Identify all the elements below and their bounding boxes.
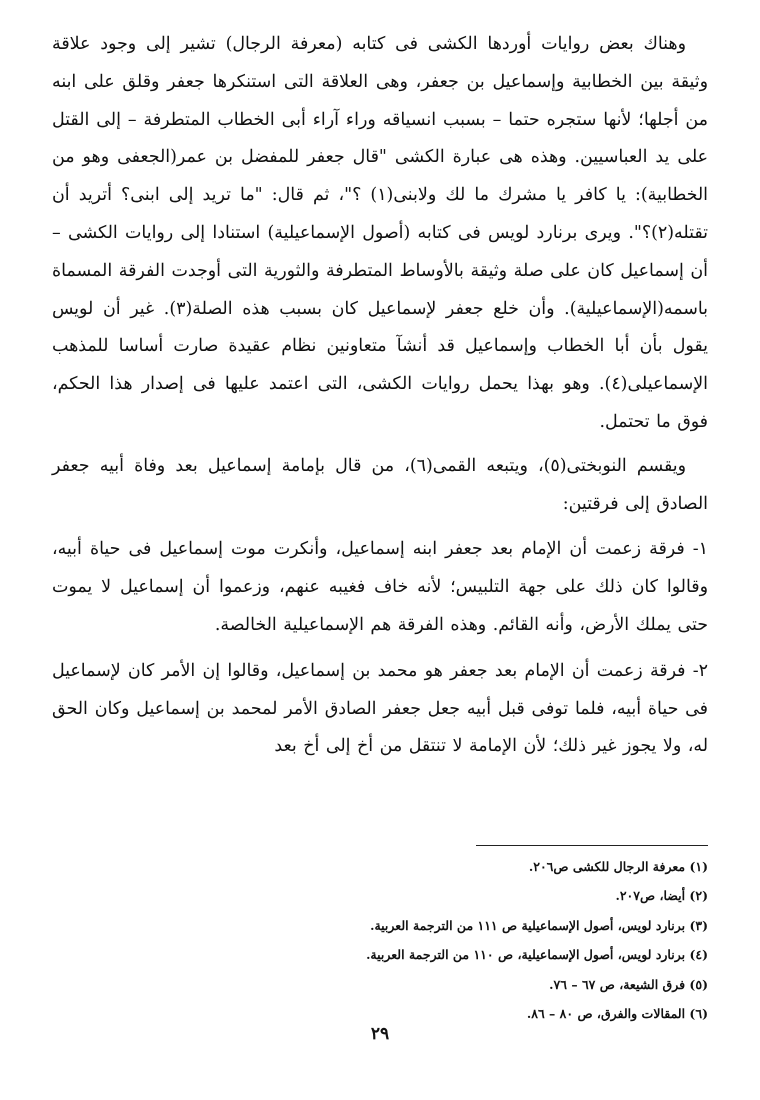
footnote-divider [476, 845, 708, 846]
footnote-3: (٣) برنارد لويس، أصول الإسماعيلية ص ١١١ من الترجمة العربية. [370, 917, 708, 933]
list-item-first-sect: ١- فرقة زعمت أن الإمام بعد جعفر ابنه إسماعيل، وأنكرت موت إسماعيل فى حياة أبيه، وقالوا كان ذلك على جهة التلبيس؛ لأنه خاف فغيبه عنهم، وزعموا أن إسماعيل لا يموت حتى يملك الأرض، وأنه القائم. وهذه الفرقة هم الإسماعيلية الخالصة. [52, 539, 708, 635]
footnote-2: (٢) أيضا، ص٢٠٧. [615, 888, 708, 904]
footnote-5: (٥) فرق الشيعة، ص ٦٧ – ٧٦. [549, 976, 708, 992]
page-number: ٢٩ [370, 1024, 390, 1044]
footnote-1: (١) معرفة الرجال للكشى ص٢٠٦. [528, 859, 708, 874]
body-text [52, 26, 708, 766]
paragraph-kashshi-narrations: وهناك بعض روايات أوردها الكشى فى كتابه (معرفة الرجال) تشير إلى وجود علاقة وثيقة بين الخطابية وإسماعيل بن جعفر، وهى العلاقة التى استنكرها جعفر وقلق على ابنه من أجلها؛ لأنها ستجره حتما – بسبب انسياقه وراء آراء أبى الخطاب المتطرفة – إلى القتل على يد العباسيين. وهذه هى عبارة الكشى "قال جعفر للمفضل بن عمر(الجعفى وهو من الخطابية): يا كافر يا مشرك ما لك ولابنى(١) ؟"، ثم قال: "ما تريد إلى ابنى؟ أتريد أن تقتله(٢)؟". ويرى برنارد لويس فى كتابه (أصول الإسماعيلية) استنادا إلى روايات الكشى – أن إسماعيل كان على صلة وثيقة بالأوساط المتطرفة والثورية التى أوجدت الفرقة المسماة باسمه(الإسماعيلية). وأن خلع جعفر لإسماعيل كان بسبب هذه الصلة(٣). غير أن لويس يقول بأن أبا الخطاب وإسماعيل قد أنشآ متعاونين نظام عقيدة صارت أساسا للمذهب الإسماعيلى(٤). وهو بهذا يحمل روايات الكشى، التى اعتمد عليها فى إصدار هذا الحكم، فوق ما تحتمل. [52, 34, 708, 432]
footnotes [52, 852, 708, 1028]
paragraph-nawbakhti-division: ويقسم النوبختى(٥)، ويتبعه القمى(٦)، من قال بإمامة إسماعيل بعد وفاة أبيه جعفر الصادق إلى فرقتين: [52, 455, 708, 514]
footnote-4: (٤) برنارد لويس، أصول الإسماعيلية، ص ١١٠ من الترجمة العربية. [366, 947, 708, 963]
list-item-second-sect: ٢- فرقة زعمت أن الإمام بعد جعفر هو محمد بن إسماعيل، وقالوا إن الأمر كان لإسماعيل فى حياة أبيه، فلما توفى قبل أبيه جعل جعفر الصادق الأمر لمحمد بن إسماعيل وكان الحق له، ولا يجوز غير ذلك؛ لأن الإمامة لا تنتقل من أخ إلى أخ بعد [52, 660, 708, 757]
footnote-6: (٦) المقالات والفرق، ص ٨٠ – ٨٦. [526, 1006, 708, 1022]
